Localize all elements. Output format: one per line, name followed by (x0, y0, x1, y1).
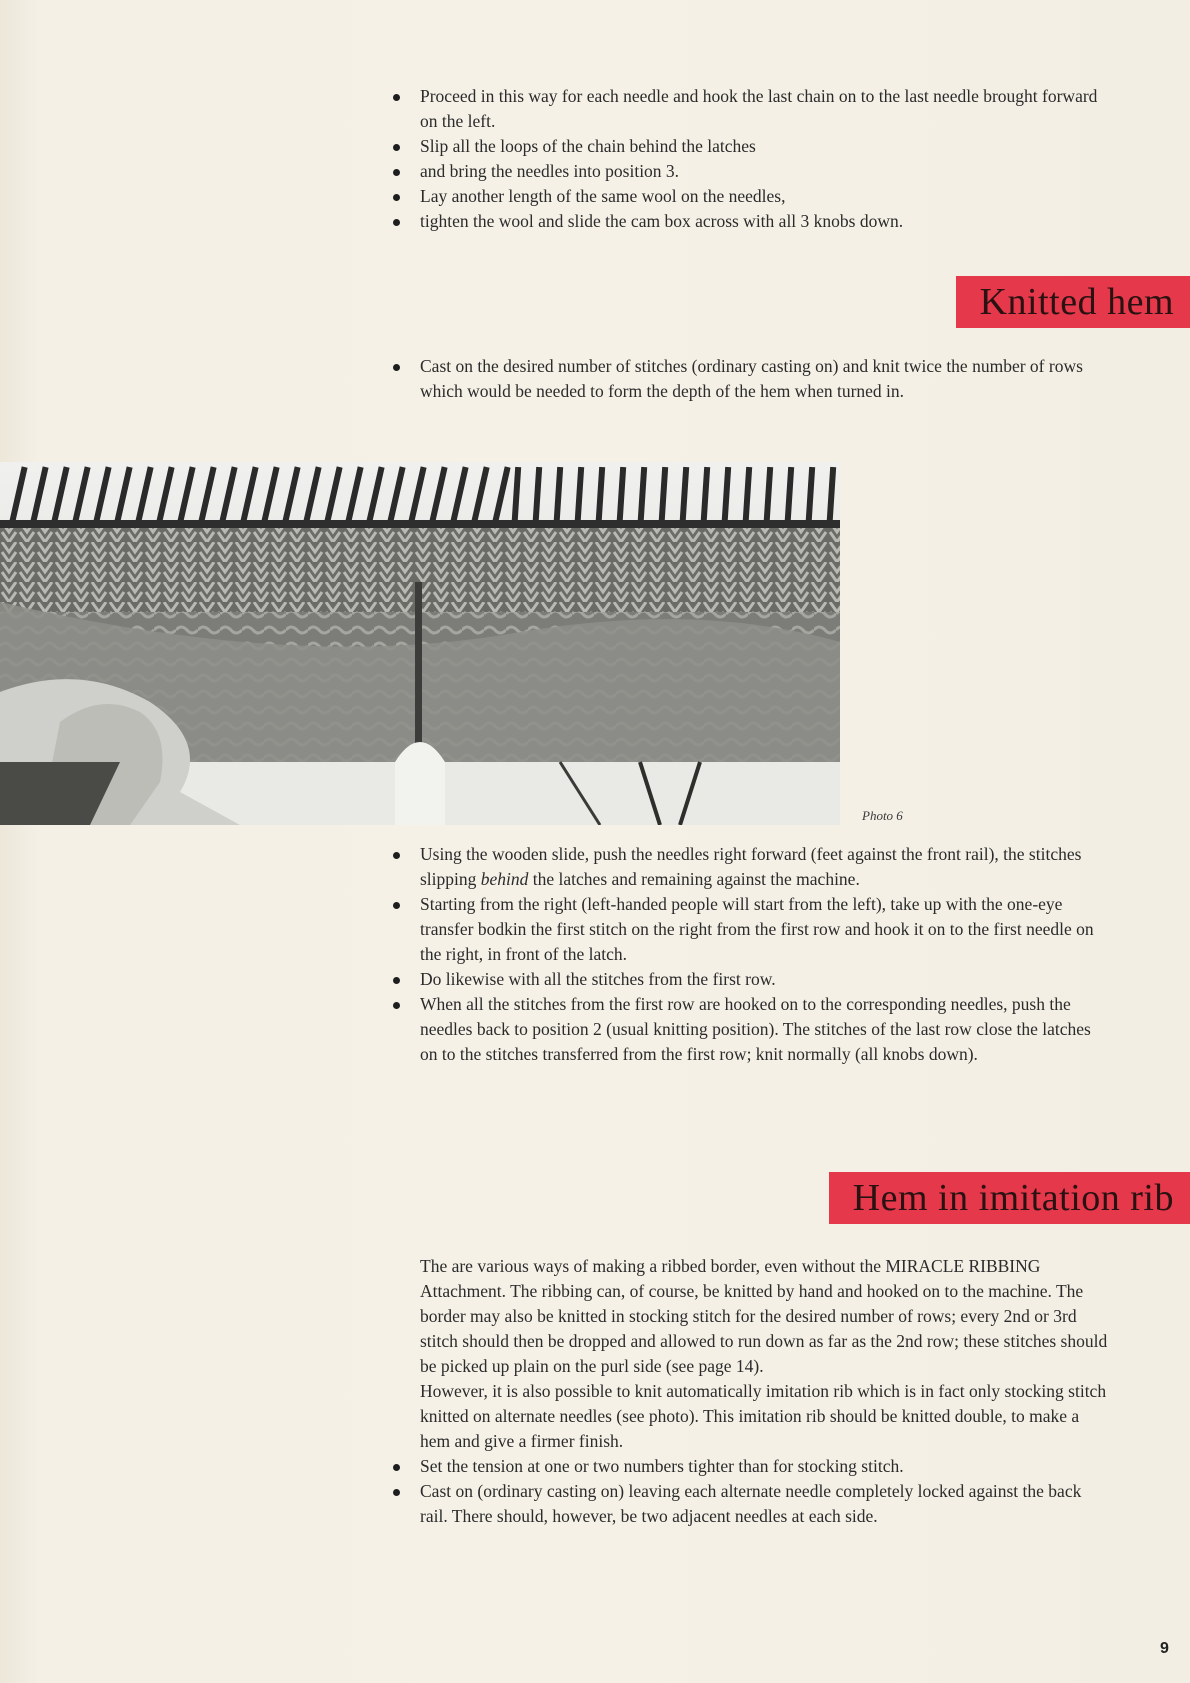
bullet-dot (393, 1489, 400, 1496)
steps-bullet-list (420, 842, 1110, 1067)
bullet-dot (393, 144, 400, 151)
bullet-dot (393, 852, 400, 859)
emphasis-behind: behind (480, 869, 529, 889)
page-number: 9 (1160, 1640, 1169, 1657)
step-text-after: the latches and remaining against the machine. (528, 869, 860, 889)
imitation-rib-body (420, 1254, 1110, 1529)
knitted-hem-steps (420, 842, 1110, 1067)
list-item (420, 967, 1110, 992)
knitted-hem-intro (420, 354, 1110, 404)
list-item (420, 184, 1110, 209)
bullet-dot (393, 1002, 400, 1009)
imitation-rib-bullet-list (420, 1454, 1110, 1529)
bullet-text: tighten the wool and slide the cam box across with all 3 knobs down. (420, 211, 904, 231)
top-instructions (420, 84, 1110, 234)
bullet-dot (393, 364, 400, 371)
top-bullet-list (420, 84, 1110, 234)
imitation-rib-paragraph-1: The are various ways of making a ribbed border, even without the MIRACLE RIBBING Attachment. The ribbing can, of course, be knitted by hand and hooked on to the machine. The border may also be knitted in stocking stitch for the desired number of rows; every 2nd or 3rd stitch should then be dropped and allowed to run down as far as the 2nd row; these stitches should be picked up plain on the purl side (see page 14). (420, 1256, 1108, 1376)
bullet-text: Cast on (ordinary casting on) leaving each alternate needle completely locked against the back rail. There should, however, be two adjacent needles at each side. (420, 1481, 1082, 1526)
list-item (420, 992, 1110, 1067)
bullet-dot (393, 1464, 400, 1471)
imitation-rib-paragraph-2: However, it is also possible to knit automatically imitation rib which is in fact only stocking stitch knitted on alternate needles (see photo). This imitation rib should be knitted double, to make a hem and give a firmer finish. (420, 1381, 1107, 1451)
knitting-machine-illustration (0, 462, 840, 825)
bullet-text: Starting from the right (left-handed people will start from the left), take up with the one-eye transfer bodkin the first stitch on the right from the first row and hook it on to the first needle on the right, in front of the latch. (420, 894, 1094, 964)
bullet-dot (393, 169, 400, 176)
bullet-text: Slip all the loops of the chain behind the latches (420, 136, 756, 156)
list-item (420, 1479, 1110, 1529)
list-item (420, 134, 1110, 159)
bullet-text: Set the tension at one or two numbers tighter than for stocking stitch. (420, 1456, 904, 1476)
step-text-before: Using the wooden slide, push the needles right forward (feet against the front rail), the stitches slipping (420, 844, 1082, 889)
imitation-rib-heading: Hem in imitation rib (829, 1172, 1190, 1224)
bullet-dot (393, 219, 400, 226)
bullet-dot (393, 902, 400, 909)
bullet-dot (393, 94, 400, 101)
bullet-text: Do likewise with all the stitches from the first row. (420, 969, 776, 989)
list-item (420, 209, 1110, 234)
bullet-text: Cast on the desired number of stitches (ordinary casting on) and knit twice the number of rows which would be needed to form the depth of the hem when turned in. (420, 356, 1083, 401)
bullet-text: Lay another length of the same wool on the needles, (420, 186, 786, 206)
bullet-text: and bring the needles into position 3. (420, 161, 680, 181)
bullet-dot (393, 977, 400, 984)
bullet-text: When all the stitches from the first row are hooked on to the corresponding needles, push the needles back to position 2 (usual knitting position). The stitches of the last row close the latches on to the stitches transferred from the first row; knit normally (all knobs down). (420, 994, 1091, 1064)
list-item (420, 354, 1110, 404)
list-item (420, 842, 1110, 892)
list-item (420, 84, 1110, 134)
knitting-machine-photo (0, 462, 840, 825)
bullet-text: Proceed in this way for each needle and hook the last chain on to the last needle brought forward on the left. (420, 86, 1098, 131)
list-item (420, 1454, 1110, 1479)
bullet-dot (393, 194, 400, 201)
knitted-hem-heading: Knitted hem (956, 276, 1190, 328)
list-item (420, 159, 1110, 184)
knitted-hem-bullet-list (420, 354, 1110, 404)
photo-caption: Photo 6 (862, 808, 903, 823)
list-item (420, 892, 1110, 967)
